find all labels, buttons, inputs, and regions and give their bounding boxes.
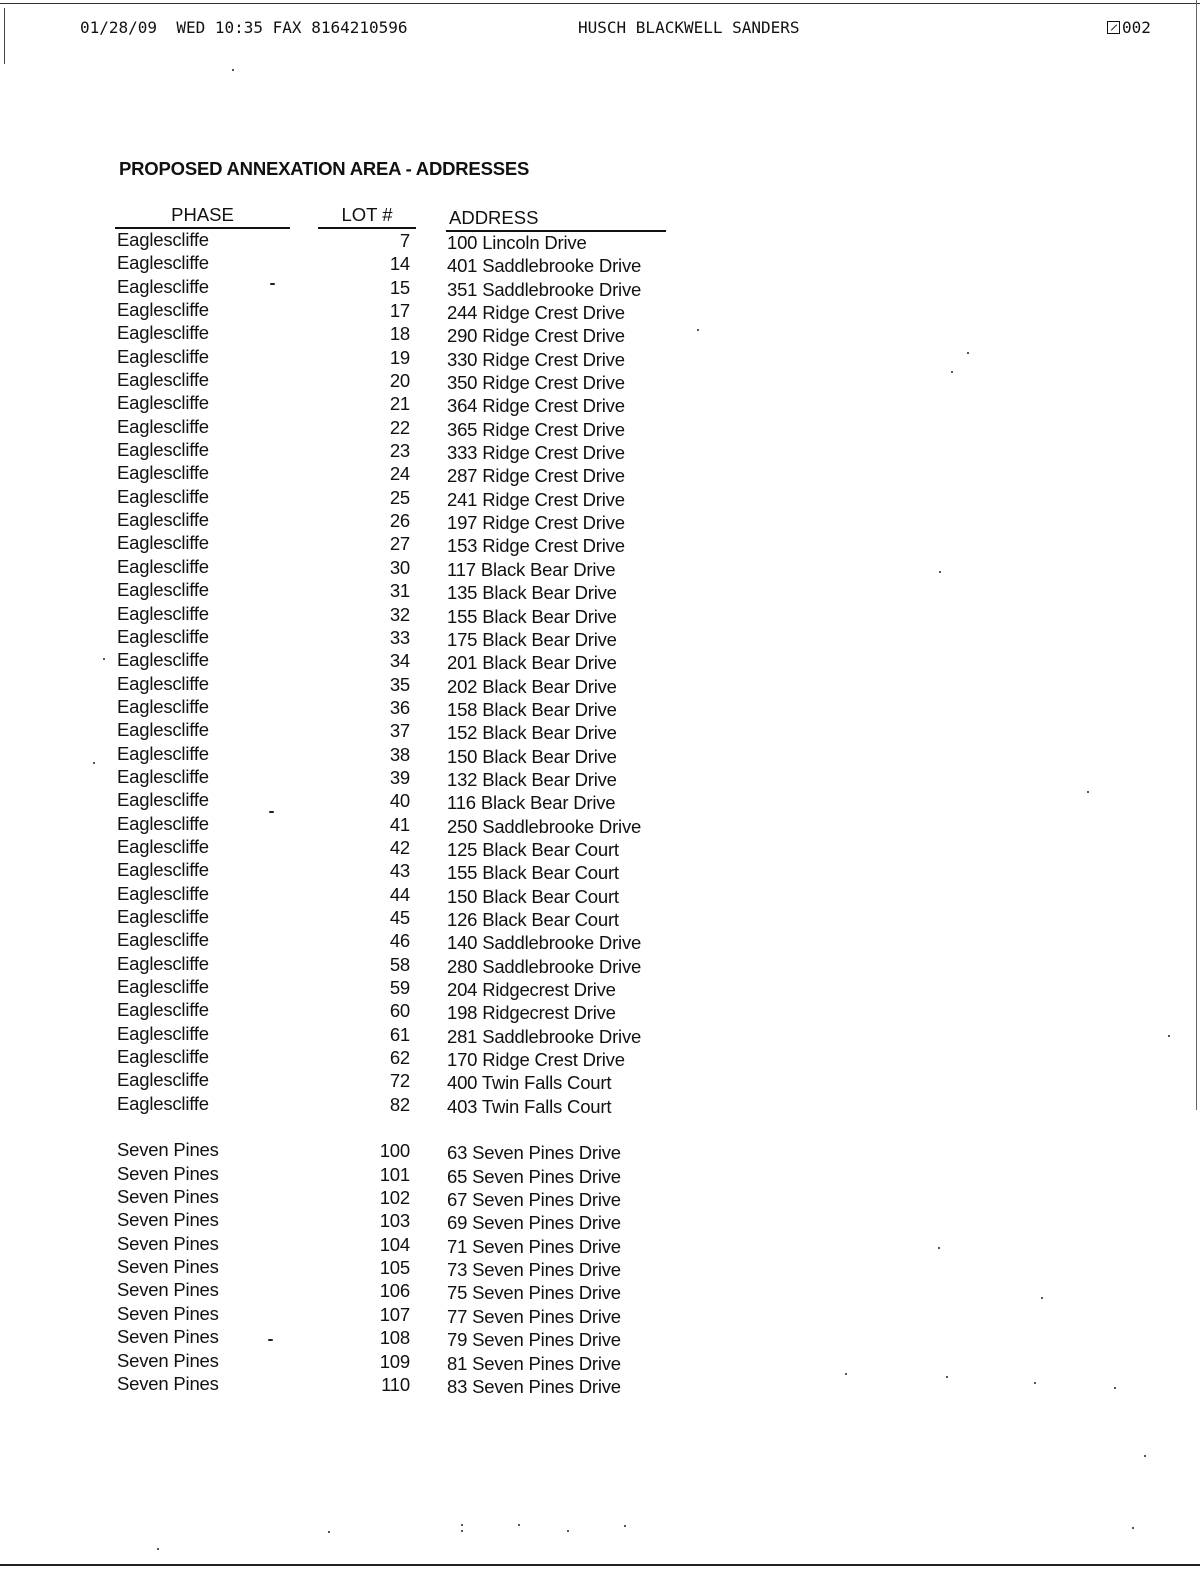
lot-cell: 103 [379,1210,410,1232]
table-row [0,928,1200,954]
phase-cell: Eaglescliffe [117,905,209,927]
lot-cell: 61 [389,1023,410,1045]
lot-cell: 45 [389,906,410,928]
table-row [0,975,1200,998]
phase-cell: Eaglescliffe [117,765,209,787]
lot-cell: 20 [389,370,410,392]
lot-cell: 82 [389,1093,410,1115]
phase-cell: Eaglescliffe [117,1092,209,1114]
scan-speck [461,1530,463,1532]
table-row [0,858,1200,884]
address-cell: 83 Seven Pines Drive [447,1375,621,1397]
table-row [0,1068,1200,1094]
phase-cell: Eaglescliffe [117,602,209,624]
address-cell: 81 Seven Pines Drive [447,1352,621,1374]
scan-top-edge [0,3,1200,4]
address-cell: 170 Ridge Crest Drive [447,1049,625,1071]
table-row [0,602,1200,625]
lot-cell: 105 [379,1257,410,1279]
lot-cell: 26 [389,510,410,532]
lot-cell: 24 [389,463,410,485]
address-cell: 150 Black Bear Court [447,885,619,907]
phase-cell: Eaglescliffe [117,1022,209,1044]
scan-bottom-edge [0,1564,1200,1566]
lot-cell: 39 [389,766,410,788]
phase-cell: Eaglescliffe [117,789,209,811]
phase-cell: Eaglescliffe [117,952,209,974]
table-row [0,485,1200,508]
lot-cell: 22 [389,416,410,438]
address-cell: 116 Black Bear Drive [447,792,616,814]
document-title: PROPOSED ANNEXATION AREA - ADDRESSES [119,158,530,179]
address-cell: 204 Ridgecrest Drive [447,979,616,1000]
table-row [0,1302,1200,1325]
table-row [0,321,1200,347]
phase-cell: Seven Pines [117,1256,219,1278]
scan-speck [93,762,95,764]
address-cell: 155 Black Bear Drive [447,605,617,627]
lot-cell: 110 [381,1373,410,1395]
table-row [0,952,1200,975]
fax-sender: HUSCH BLACKWELL SANDERS [578,18,800,37]
lot-cell: 106 [379,1280,410,1302]
address-cell: 75 Seven Pines Drive [447,1282,621,1304]
table-row [0,882,1200,905]
scan-speck [1144,1455,1146,1457]
table-row [0,742,1200,765]
scan-speck [268,1339,273,1341]
scan-speck [967,352,969,354]
table-row [0,438,1200,464]
scan-speck [1114,1387,1116,1389]
address-cell: 153 Ridge Crest Drive [447,535,625,557]
table-row [0,1092,1200,1115]
scan-speck [1132,1527,1134,1529]
address-cell: 125 Black Bear Court [447,838,619,860]
lot-cell: 46 [389,930,410,952]
phase-cell: Eaglescliffe [117,625,209,647]
table-row [0,765,1200,788]
lot-cell: 108 [379,1327,410,1349]
lot-cell: 15 [389,276,410,298]
lot-cell: 18 [389,323,410,345]
table-row [0,1138,1200,1164]
address-cell: 290 Ridge Crest Drive [447,325,625,347]
scan-speck [946,1376,948,1378]
lot-cell: 58 [389,953,410,975]
address-cell: 400 Twin Falls Court [447,1072,612,1094]
table-row [0,1232,1200,1255]
address-cell: 135 Black Bear Drive [447,582,617,604]
lot-cell: 100 [379,1140,410,1162]
address-cell: 241 Ridge Crest Drive [447,488,625,510]
table-row [0,1372,1200,1395]
address-cell: 244 Ridge Crest Drive [447,302,625,324]
table-row [0,1185,1200,1211]
column-header-address: ADDRESS [446,207,666,232]
scan-speck [951,371,953,373]
checkbox-mark-icon [1107,21,1120,34]
lot-cell: 33 [389,626,410,648]
address-cell: 281 Saddlebrooke Drive [447,1025,642,1047]
table-row [0,1045,1200,1071]
phase-cell: Eaglescliffe [117,275,209,297]
lot-cell: 41 [389,813,410,835]
scan-speck [518,1524,520,1526]
phase-cell: Eaglescliffe [117,835,209,857]
lot-cell: 104 [379,1233,410,1255]
column-header-lot: LOT # [318,204,416,229]
scan-speck [845,1373,847,1375]
phase-cell: Eaglescliffe [117,252,209,274]
table-row [0,461,1200,487]
phase-cell: Seven Pines [117,1279,219,1301]
phase-cell: Eaglescliffe [117,976,209,997]
table-row [0,812,1200,835]
lot-cell: 23 [389,440,410,462]
phase-cell: Eaglescliffe [117,649,209,671]
phase-cell: Seven Pines [117,1372,219,1394]
phase-cell: Eaglescliffe [117,229,209,250]
scan-speck [1041,1297,1043,1299]
address-cell: 250 Saddlebrooke Drive [447,815,642,837]
table-row [0,228,1200,251]
phase-cell: Eaglescliffe [117,415,209,437]
phase-cell: Eaglescliffe [117,695,209,717]
scan-left-edge [4,8,5,64]
address-cell: 287 Ridge Crest Drive [447,465,625,487]
phase-cell: Eaglescliffe [117,439,209,461]
address-cell: 351 Saddlebrooke Drive [447,278,642,300]
address-cell: 150 Black Bear Drive [447,745,617,767]
address-cell: 140 Saddlebrooke Drive [447,932,642,954]
table-row [0,275,1200,298]
table-row [0,251,1200,277]
lot-cell: 17 [389,300,410,322]
table-row [0,1349,1200,1372]
table-row [0,578,1200,604]
lot-cell: 30 [389,556,410,578]
lot-cell: 43 [389,860,410,882]
table-row [0,345,1200,368]
phase-cell: Eaglescliffe [117,579,209,601]
lot-cell: 34 [389,650,410,672]
phase-cell: Eaglescliffe [117,299,209,321]
table-row [0,298,1200,324]
phase-cell: Eaglescliffe [117,485,209,507]
address-cell: 67 Seven Pines Drive [447,1189,621,1211]
table-row [0,672,1200,695]
table-row [0,555,1200,578]
scan-speck [461,1524,463,1526]
table-row [0,508,1200,534]
table-row [0,391,1200,417]
address-table [0,228,1200,1395]
table-row [0,1278,1200,1304]
lot-cell: 35 [389,673,410,695]
table-row [0,998,1200,1024]
address-cell: 126 Black Bear Court [447,908,619,930]
address-cell: 158 Black Bear Drive [447,698,617,720]
phase-cell: Eaglescliffe [117,672,209,694]
address-cell: 73 Seven Pines Drive [447,1259,621,1281]
table-row [0,905,1200,928]
address-cell: 69 Seven Pines Drive [447,1212,621,1234]
scan-speck [1168,1035,1170,1037]
phase-cell: Eaglescliffe [117,812,209,834]
scan-speck [1034,1382,1036,1384]
address-cell: 201 Black Bear Drive [447,652,617,674]
lot-cell: 42 [389,836,410,858]
lot-cell: 21 [389,393,410,415]
address-cell: 65 Seven Pines Drive [447,1165,621,1187]
table-row [0,625,1200,648]
address-cell: 71 Seven Pines Drive [447,1235,621,1257]
address-cell: 365 Ridge Crest Drive [447,418,625,440]
address-cell: 197 Ridge Crest Drive [447,512,625,534]
table-row [0,1325,1200,1351]
phase-cell: Seven Pines [117,1232,219,1254]
lot-cell: 27 [389,533,410,555]
address-cell: 364 Ridge Crest Drive [447,395,625,417]
address-cell: 77 Seven Pines Drive [447,1305,621,1327]
phase-cell: Seven Pines [117,1302,219,1324]
phase-cell: Eaglescliffe [117,322,209,344]
lot-cell: 37 [389,720,410,742]
scan-speck [1087,791,1089,793]
phase-cell: Eaglescliffe [117,929,209,951]
scan-speck [697,329,699,331]
address-cell: 132 Black Bear Drive [447,768,617,790]
lot-cell: 31 [389,580,410,602]
fax-page-value: 002 [1122,18,1151,37]
lot-cell: 72 [389,1070,410,1092]
phase-cell: Eaglescliffe [117,859,209,881]
phase-cell: Seven Pines [117,1349,219,1371]
phase-cell: Eaglescliffe [117,882,209,904]
phase-cell: Seven Pines [117,1209,219,1231]
address-cell: 280 Saddlebrooke Drive [447,955,642,977]
phase-cell: Seven Pines [117,1162,219,1184]
phase-cell: Eaglescliffe [117,555,209,577]
lot-cell: 25 [389,486,410,508]
table-row [0,531,1200,557]
table-row [0,368,1200,394]
address-cell: 403 Twin Falls Court [447,1095,612,1117]
phase-cell: Eaglescliffe [117,999,209,1021]
address-cell: 198 Ridgecrest Drive [447,1002,616,1024]
phase-cell: Eaglescliffe [117,1046,209,1068]
table-row [0,1255,1200,1281]
scan-speck [567,1530,569,1532]
lot-cell: 107 [379,1303,410,1325]
phase-cell: Eaglescliffe [117,345,209,367]
phase-cell: Eaglescliffe [117,532,209,554]
scan-speck [938,1247,940,1249]
address-cell: 63 Seven Pines Drive [447,1142,621,1164]
address-cell: 100 Lincoln Drive [447,232,587,253]
address-cell: 330 Ridge Crest Drive [447,348,625,370]
lot-cell: 7 [399,230,410,251]
lot-cell: 14 [389,253,410,275]
table-row [0,1208,1200,1234]
address-cell: 79 Seven Pines Drive [447,1329,621,1351]
table-row [0,1162,1200,1185]
address-cell: 152 Black Bear Drive [447,722,617,744]
phase-cell: Eaglescliffe [117,1069,209,1091]
phase-cell: Eaglescliffe [117,509,209,531]
phase-cell: Eaglescliffe [117,742,209,764]
phase-cell: Eaglescliffe [117,392,209,414]
address-cell: 350 Ridge Crest Drive [447,372,625,394]
address-cell: 175 Black Bear Drive [447,628,617,650]
table-row [0,648,1200,674]
phase-cell: Eaglescliffe [117,719,209,741]
address-cell: 117 Black Bear Drive [447,558,616,580]
scan-speck [328,1531,330,1533]
lot-cell: 19 [389,346,410,368]
fax-transmission-info: 01/28/09 WED 10:35 FAX 8164210596 [80,18,408,37]
lot-cell: 101 [379,1163,410,1185]
lot-cell: 40 [389,790,410,812]
scan-speck [624,1525,626,1527]
lot-cell: 59 [389,977,410,998]
address-cell: 401 Saddlebrooke Drive [447,255,642,277]
phase-cell: Seven Pines [117,1326,219,1348]
address-cell: 333 Ridge Crest Drive [447,442,625,464]
table-row [0,718,1200,744]
lot-cell: 38 [389,743,410,765]
lot-cell: 62 [389,1047,410,1069]
scan-speck [157,1548,159,1550]
table-row [0,788,1200,814]
phase-cell: Seven Pines [117,1186,219,1208]
column-header-phase: PHASE [115,204,290,229]
phase-cell: Eaglescliffe [117,462,209,484]
scan-speck [269,811,274,813]
table-row [0,1022,1200,1045]
fax-page-number [1107,18,1151,37]
table-row [0,835,1200,858]
lot-cell: 60 [389,1000,410,1022]
lot-cell: 32 [389,603,410,625]
lot-cell: 102 [379,1187,410,1209]
phase-cell: Seven Pines [117,1139,219,1161]
lot-cell: 109 [379,1350,410,1372]
scan-speck [270,283,275,285]
scan-speck [232,69,234,71]
table-row [0,695,1200,718]
lot-cell: 44 [389,883,410,905]
address-cell: 202 Black Bear Drive [447,675,617,697]
scan-speck [939,571,941,573]
table-row [0,415,1200,438]
scan-speck [103,658,105,660]
address-cell: 155 Black Bear Court [447,862,619,884]
phase-cell: Eaglescliffe [117,369,209,391]
lot-cell: 36 [389,696,410,718]
